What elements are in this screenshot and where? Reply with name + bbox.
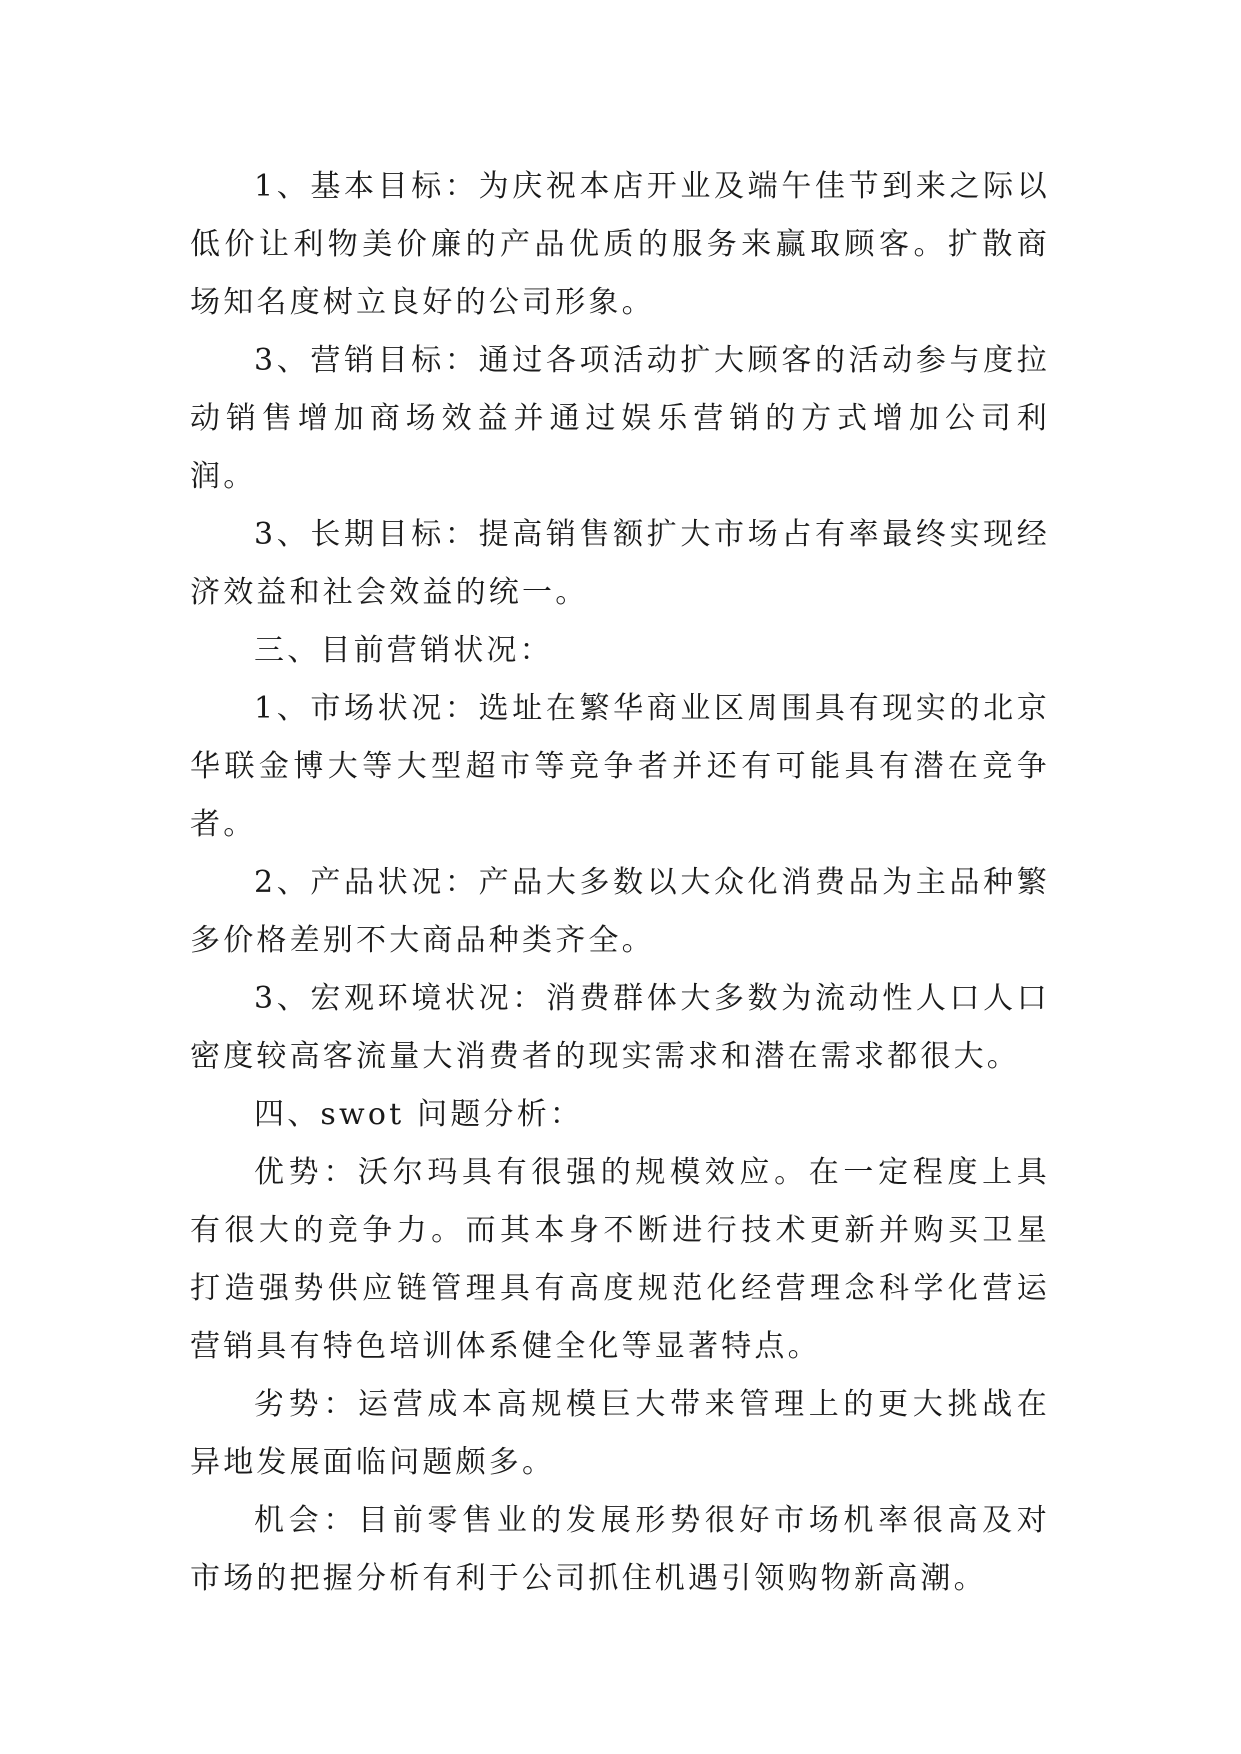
paragraph-basic-goal: 1、基本目标：为庆祝本店开业及端午佳节到来之际以低价让利物美价廉的产品优质的服务来赢取顾客。扩散商场知名度树立良好的公司形象。 — [190, 169, 1050, 320]
paragraph-marketing-goal: 3、营销目标：通过各项活动扩大顾客的活动参与度拉动销售增加商场效益并通过娱乐营销的方式增加公司利润。 — [190, 343, 1050, 494]
paragraph-product-status: 2、产品状况：产品大多数以大众化消费品为主品种繁多价格差别不大商品种类齐全。 — [190, 865, 1050, 958]
paragraph-opportunities: 机会：目前零售业的发展形势很好市场机率很高及对市场的把握分析有利于公司抓住机遇引领购物新高潮。 — [190, 1503, 1050, 1596]
paragraph-macro-environment: 3、宏观环境状况：消费群体大多数为流动性人口人口密度较高客流量大消费者的现实需求和潜在需求都很大。 — [190, 981, 1050, 1074]
paragraph-market-status: 1、市场状况：选址在繁华商业区周围具有现实的北京华联金博大等大型超市等竞争者并还有可能具有潜在竞争者。 — [190, 691, 1050, 842]
paragraph-weaknesses: 劣势：运营成本高规模巨大带来管理上的更大挑战在异地发展面临问题颇多。 — [190, 1387, 1050, 1480]
section-heading-marketing-status: 三、目前营销状况： — [254, 633, 553, 668]
document-body — [190, 158, 1050, 1608]
paragraph-strengths: 优势：沃尔玛具有很强的规模效应。在一定程度上具有很大的竞争力。而其本身不断进行技术更新并购买卫星打造强势供应链管理具有高度规范化经营理念科学化营运营销具有特色培训体系健全化等显著特点。 — [190, 1155, 1050, 1364]
section-heading-swot: 四、swot 问题分析： — [254, 1097, 584, 1132]
paragraph-long-term-goal: 3、长期目标：提高销售额扩大市场占有率最终实现经济效益和社会效益的统一。 — [190, 517, 1050, 610]
